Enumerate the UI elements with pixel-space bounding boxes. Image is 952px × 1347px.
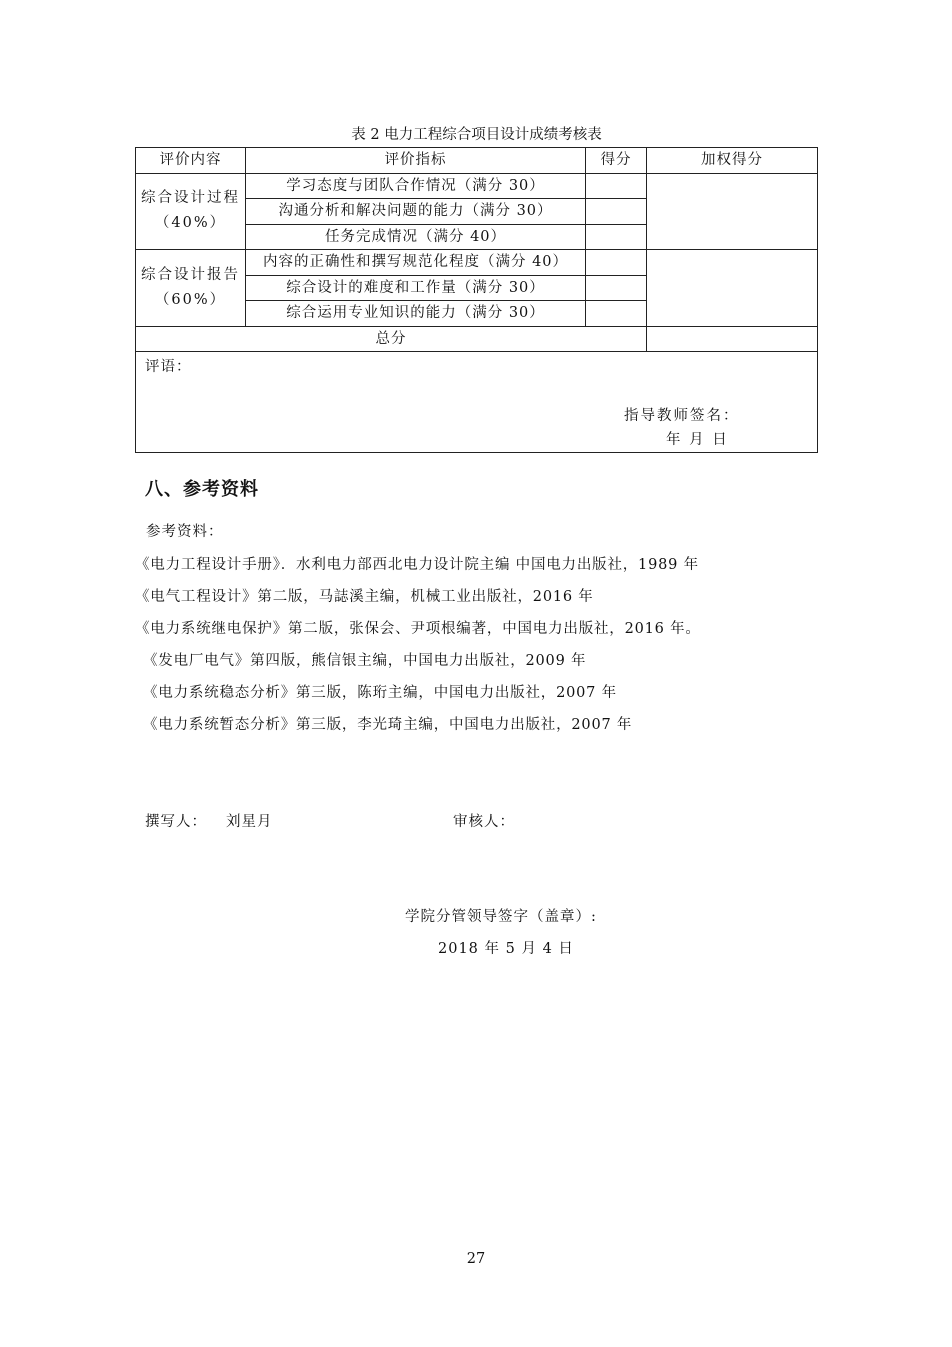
table-row	[136, 173, 818, 199]
header-content: 评价内容	[136, 148, 246, 174]
approval-date: 2018 年 5 月 4 日	[438, 941, 574, 957]
score-cell[interactable]	[586, 275, 647, 301]
reference-item: 《电力工程设计手册》．水利电力部西北电力设计院主编 中国电力出版社，1989 年	[135, 557, 699, 573]
author-name: 刘星月	[226, 814, 273, 830]
category-process: 综合设计过程（40%）	[136, 173, 246, 250]
comment-label: 评语：	[145, 359, 192, 375]
score-cell[interactable]	[586, 173, 647, 199]
score-cell[interactable]	[586, 250, 647, 276]
signature-date-label: 年 月 日	[666, 432, 729, 448]
indicator-cell: 学习态度与团队合作情况（满分 30）	[246, 173, 586, 199]
reference-item: 《电力系统继电保护》第二版，张保会、尹项根编著，中国电力出版社，2016 年。	[135, 621, 701, 637]
table-row	[136, 250, 818, 276]
header-indicator: 评价指标	[246, 148, 586, 174]
header-weighted-score: 加权得分	[647, 148, 818, 174]
header-score: 得分	[586, 148, 647, 174]
indicator-cell: 综合运用专业知识的能力（满分 30）	[246, 301, 586, 327]
comment-cell[interactable]	[136, 352, 818, 453]
reviewer-label: 审核人：	[453, 814, 515, 830]
table-caption: 表 2 电力工程综合项目设计成绩考核表	[351, 127, 602, 143]
reference-item: 《电气工程设计》第二版，马誌溪主编，机械工业出版社，2016 年	[135, 589, 594, 605]
indicator-cell: 综合设计的难度和工作量（满分 30）	[246, 275, 586, 301]
score-cell[interactable]	[586, 199, 647, 225]
grading-table	[135, 147, 818, 453]
indicator-cell: 内容的正确性和撰写规范化程度（满分 40）	[246, 250, 586, 276]
total-row	[136, 326, 818, 352]
reference-item: 《发电厂电气》第四版，熊信银主编，中国电力出版社，2009 年	[143, 653, 587, 669]
section-heading: 八、参考资料	[145, 479, 259, 500]
comment-row	[136, 352, 818, 453]
reference-item: 《电力系统暂态分析》第三版，李光琦主编，中国电力出版社，2007 年	[143, 717, 633, 733]
total-score-cell[interactable]	[647, 326, 818, 352]
page-number: 27	[466, 1251, 486, 1267]
score-cell[interactable]	[586, 301, 647, 327]
category-report: 综合设计报告（60%）	[136, 250, 246, 327]
indicator-cell: 沟通分析和解决问题的能力（满分 30）	[246, 199, 586, 225]
weighted-score-cell[interactable]	[647, 250, 818, 327]
score-cell[interactable]	[586, 224, 647, 250]
total-label: 总分	[136, 326, 647, 352]
weighted-score-cell[interactable]	[647, 173, 818, 250]
references-intro: 参考资料：	[146, 524, 224, 540]
reference-item: 《电力系统稳态分析》第三版，陈珩主编，中国电力出版社，2007 年	[143, 685, 617, 701]
indicator-cell: 任务完成情况（满分 40）	[246, 224, 586, 250]
leader-signature-label: 学院分管领导签字（盖章）:	[405, 909, 597, 925]
author-label: 撰写人：	[145, 814, 207, 830]
teacher-signature-label: 指导教师签名：	[624, 408, 740, 424]
table-header-row	[136, 148, 818, 174]
